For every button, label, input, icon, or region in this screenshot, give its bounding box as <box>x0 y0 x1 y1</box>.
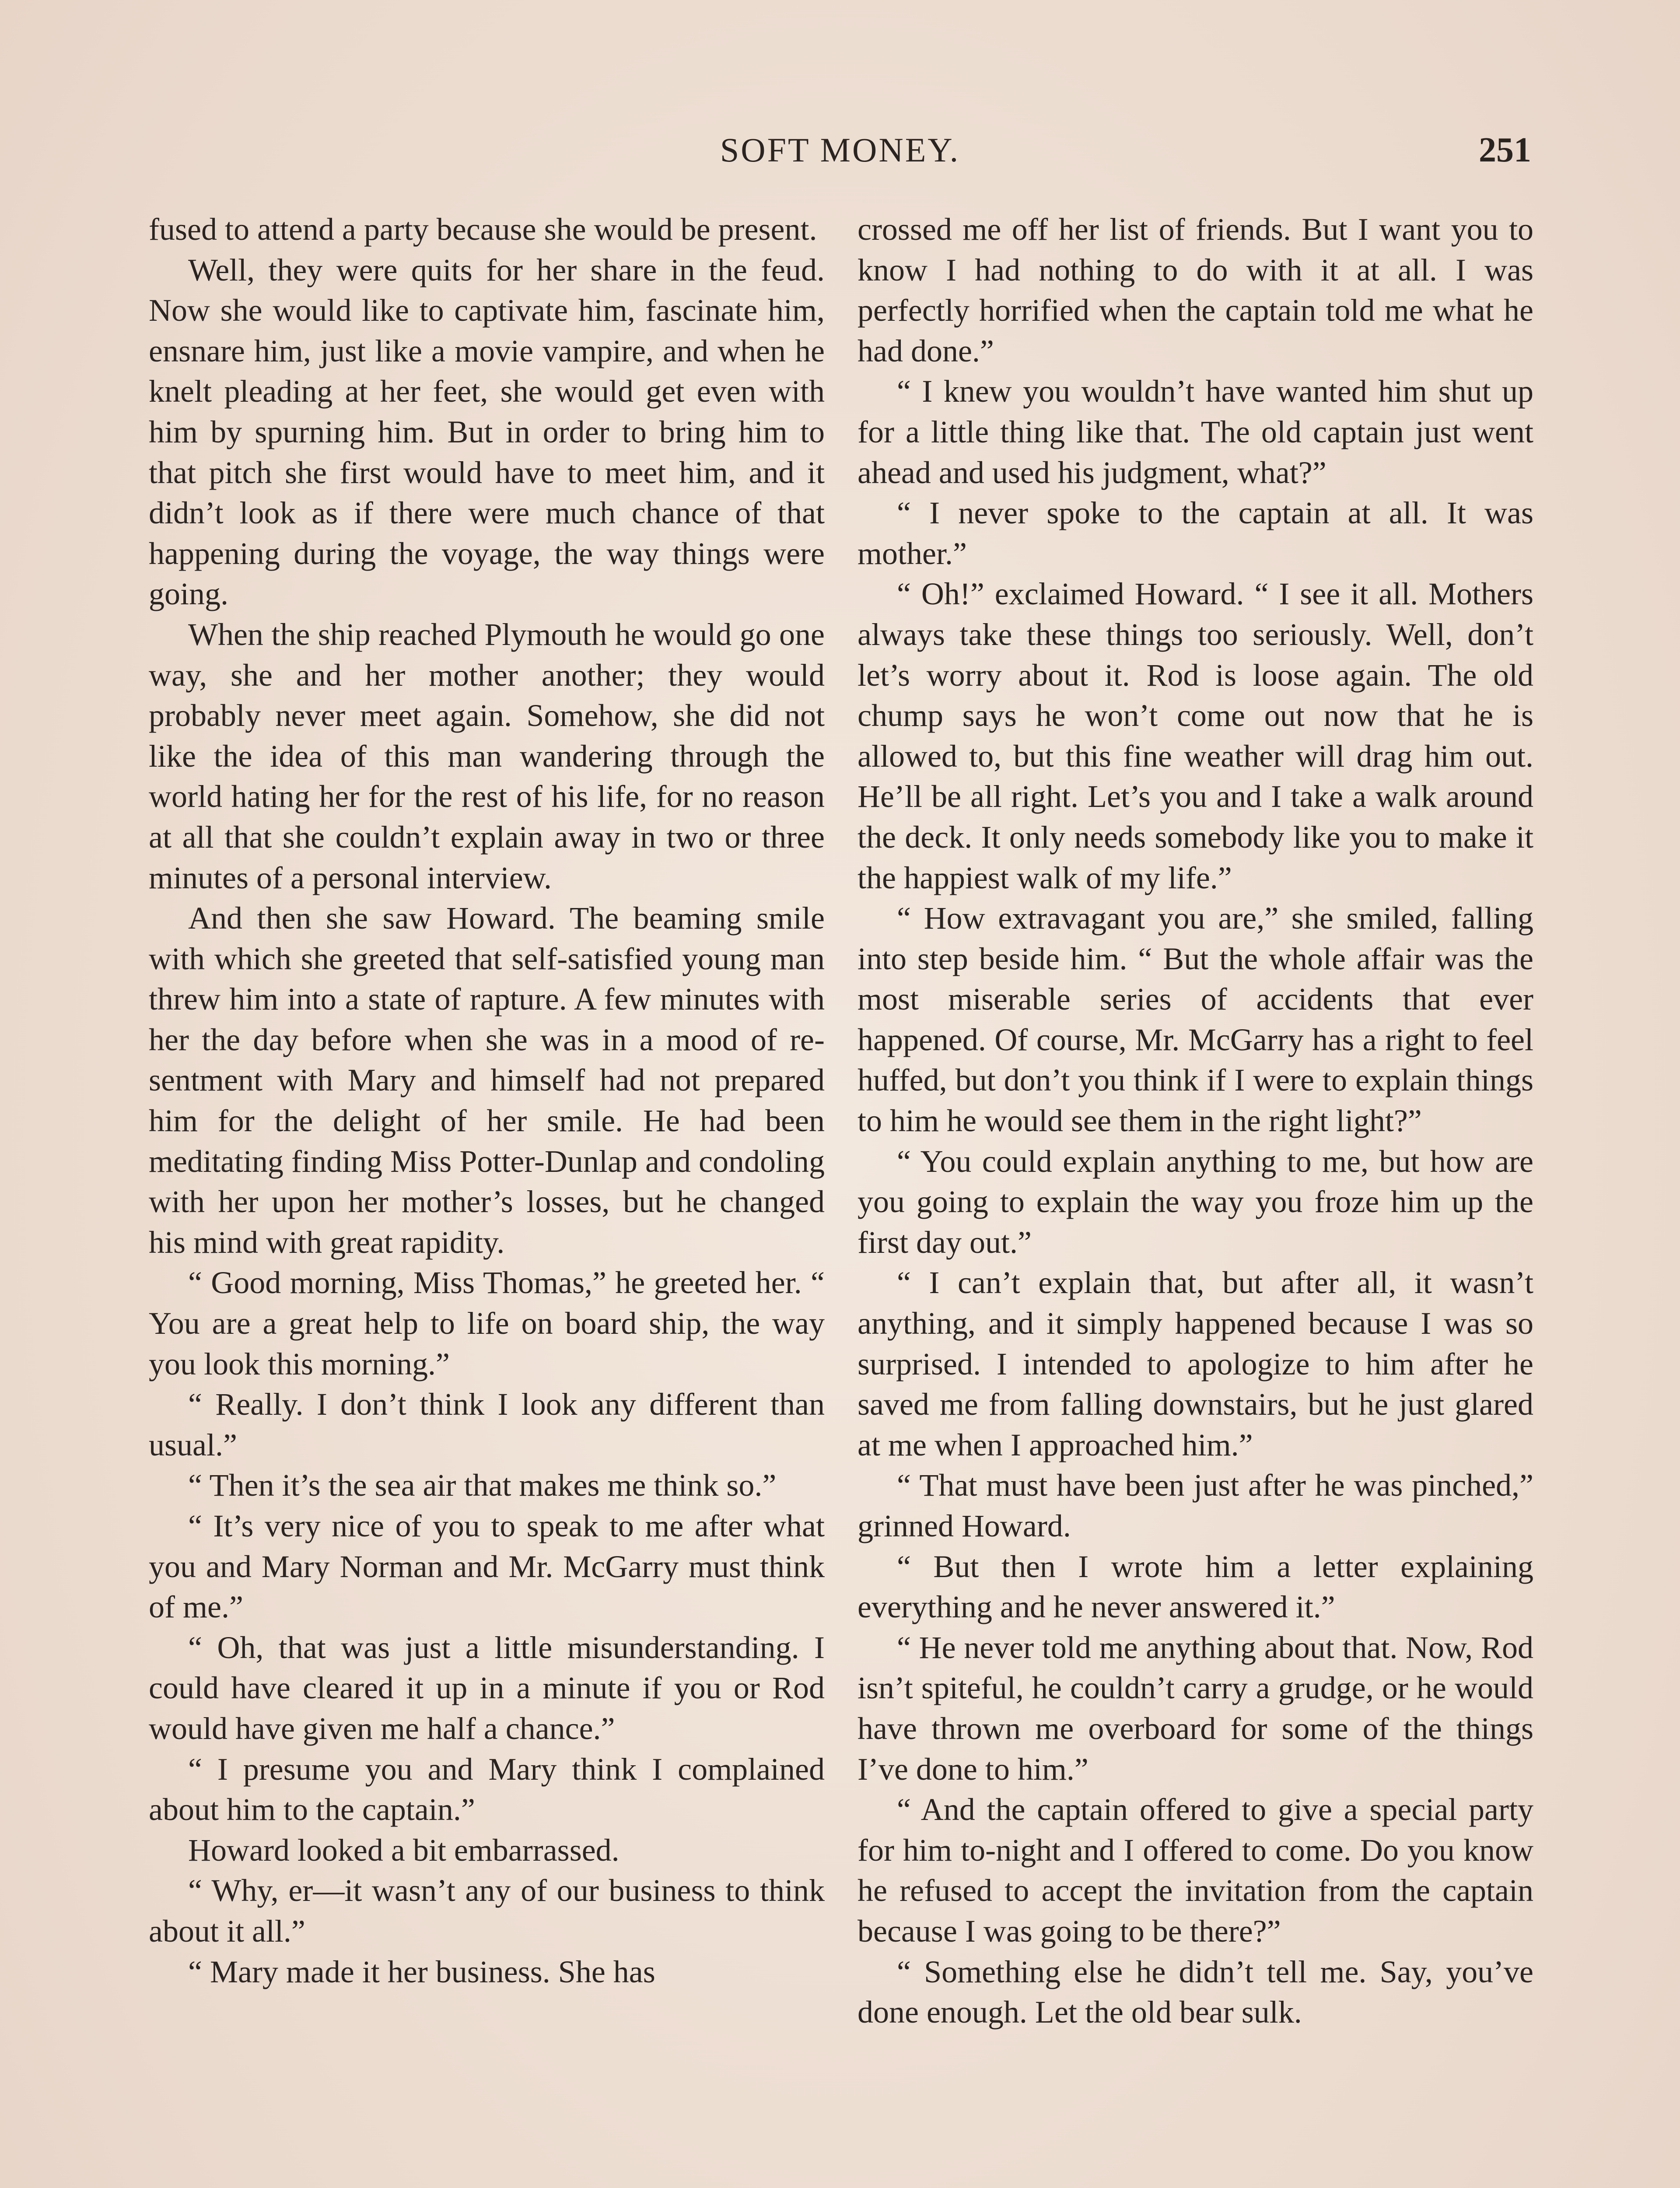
page-header <box>149 126 1531 174</box>
paragraph: “ Something else he didn’t tell me. Say, you’ve done enough. Let the old bear sulk. <box>858 1954 1533 2030</box>
page-number: 251 <box>1479 131 1531 169</box>
paragraph: “ Why, er—it wasn’t any of our business to think about it all.” <box>149 1873 825 1949</box>
paragraph: “ Really. I don’t think I look any different than usual.” <box>149 1387 825 1462</box>
paragraph: crossed me off her list of friends. But I want you to know I had nothing to do with it at all. I was perfectly horrified when the captain told me what he had done.” <box>858 212 1533 368</box>
right-column <box>858 209 1533 2033</box>
paragraph: “ Oh, that was just a little misunderstanding. I could have cleared it up in a minute if you or Rod would have given me half a chance.” <box>149 1630 825 1746</box>
paragraph: “ He never told me anything about that. Now, Rod isn’t spiteful, he couldn’t carry a grudge, or he would have thrown me overboard for some of the things I’ve done to him.” <box>858 1630 1533 1787</box>
paragraph: “ Good morning, Miss Thomas,” he greeted her. “ You are a great help to life on board ship, the way you look this morning.” <box>149 1265 825 1382</box>
paragraph: Well, they were quits for her share in the feud. Now she would like to captivate him, fascinate him, ensnare him, just like a movie vampire, and when he knelt pleading at her feet, she would get even with him by spurning him. But in order to bring him to that pitch she first would have to meet him, and it didn’t look as if there were much chance of that happening during the voyage, the way things were going. <box>149 252 825 612</box>
paragraph: “ I knew you wouldn’t have wanted him shut up for a little thing like that. The old captain just went ahead and used his judgment, what?” <box>858 374 1533 490</box>
paragraph: “ I never spoke to the captain at all. It was mother.” <box>858 495 1533 571</box>
paragraph: Howard looked a bit embarrassed. <box>188 1832 620 1868</box>
paragraph: “ Mary made it her business. She has <box>188 1954 655 1989</box>
paragraph: When the ship reached Plymouth he would go one way, she and her mother another; they would probably never meet again. Somehow, she did not like the idea of this man wandering through the world hating her for the rest of his life, for no reason at all that she couldn’t explain away in two or three minutes of a personal interview. <box>149 617 825 895</box>
paragraph: fused to attend a party because she would be present. <box>149 212 817 247</box>
paragraph: “ But then I wrote him a letter explaining everything and he never answered it.” <box>858 1549 1533 1625</box>
left-column <box>149 209 825 1992</box>
paragraph: And then she saw Howard. The beaming smile with which she greeted that self-satisfied young man threw him into a state of rapture. A few minutes with her the day before when she was in a mood of resentment with Mary and himself had not prepared him for the delight of her smile. He had been meditating finding Miss Potter-Dunlap and condoling with her upon her mother’s losses, but he changed his mind with great rapidity. <box>149 901 825 1260</box>
paragraph: “ I presume you and Mary think I complained about him to the captain.” <box>149 1751 825 1827</box>
paragraph: “ Then it’s the sea air that makes me think so.” <box>188 1468 777 1503</box>
paragraph: “ And the captain offered to give a special party for him to-night and I offered to come. Do you know he refused to accept the invitation from the captain because I was going to be there?” <box>858 1792 1533 1949</box>
paragraph: “ How extravagant you are,” she smiled, falling into step beside him. “ But the whole affair was the most miserable series of accidents that ever happened. Of course, Mr. McGarry has a right to feel huffed, but don’t you think if I were to explain things to him he would see them in the right light?” <box>858 901 1533 1139</box>
paragraph: “ I can’t explain that, but after all, it wasn’t anything, and it simply happened because I was so surprised. I intended to apologize to him after he saved me from falling downstairs, but he just glared at me when I approached him.” <box>858 1265 1533 1462</box>
running-title: SOFT MONEY. <box>720 131 960 169</box>
paragraph: “ That must have been just after he was pinched,” grinned Howard. <box>858 1468 1533 1543</box>
paragraph: “ It’s very nice of you to speak to me after what you and Mary Norman and Mr. McGarry must think of me.” <box>149 1508 825 1625</box>
paragraph: “ Oh!” exclaimed Howard. “ I see it all. Mothers always take these things too seriously. Well, don’t let’s worry about it. Rod is loose again. The old chump says he won’t come out now that he is allowed to, but this fine weather will drag him out. He’ll be all right. Let’s you and I take a walk around the deck. It only needs somebody like you to make it the happiest walk of my life.” <box>858 576 1533 895</box>
paragraph: “ You could explain anything to me, but how are you going to explain the way you froze him up the first day out.” <box>858 1143 1533 1260</box>
